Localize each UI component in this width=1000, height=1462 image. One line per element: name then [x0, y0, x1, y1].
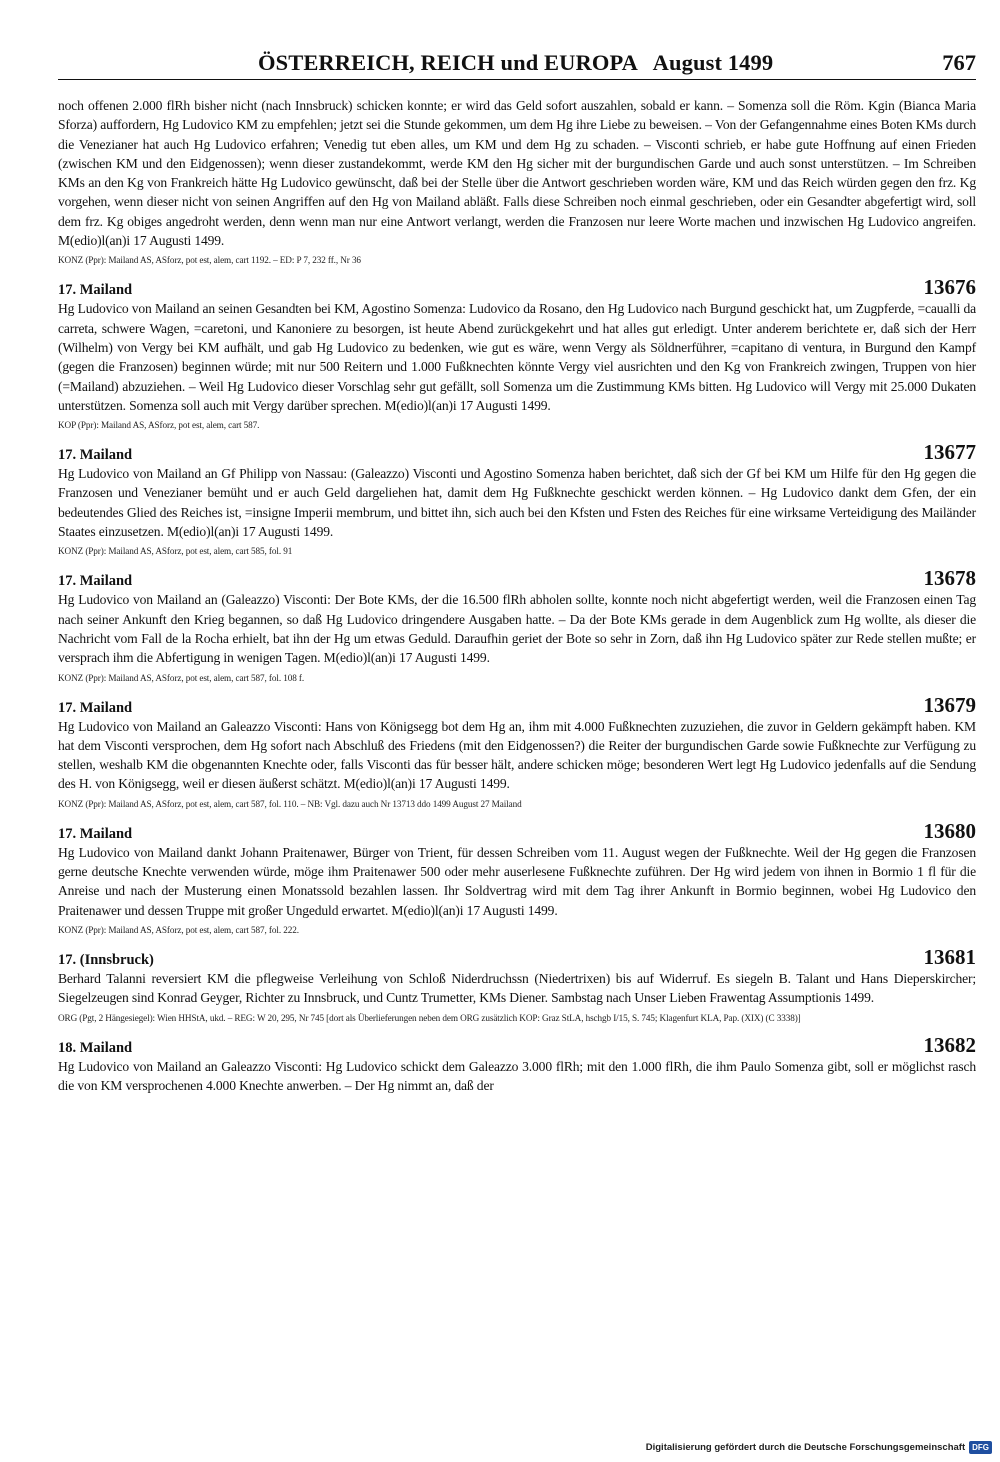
entry-heading: [58, 692, 976, 717]
entry-heading: [58, 442, 976, 464]
entry-text: Hg Ludovico von Mailand an Galeazzo Visconti: Hg Ludovico schickt dem Galeazzo 3.000 flRh; mit den 1.000 flRh, die ihm Paulo Somenza gibt, soll er möglichst rasch die von KM versprochenen 4.000 Knechte anwerben. – Der Hg nimmt an, daß der: [58, 1058, 976, 1093]
entry-date: 17. Mailand: [58, 699, 133, 716]
running-title: ÖSTERREICH, REICH und EUROPA August 1499: [258, 50, 774, 75]
entry-text: Hg Ludovico von Mailand an seinen Gesandten bei KM, Agostino Somenza: Ludovico da Rosano, den Hg Ludovico nach Burgund geschickt hat, um Zugpferde, =caualli da carreta, schwere Wagen, =caretoni, und Kanoniere zu besorgen, ist heute Abend zurückgekehrt und hat alles gut erledigt. Unter anderem berichtete er, daß sich der Herr (Wilhelm) von Vergy bei KM aufhält, und gab Hg Ludovico zu bedenken, wie gut es wäre, wenn Vergy als Söldnerführer, =capitano di ventura, in Burgund den Kampf (gegen die Franzosen) beginnen würde; mit nur 500 Reitern und 1.000 Fußknechten könnte Vergy viel ausrichten und den Kg von Frankreich zwingen, Truppen von hier (=Mailand) abzuziehen. – Weil Hg Ludovico dieser Vorschlag sehr gut gefällt, soll Somenza um die Zustimmung KMs bitten. Hg Ludovico will Vergy mit 25.000 Dukaten unterstützen. Somenza soll auch mit Vergy darüber sprechen. M(edio)l(an)i 17 Augusti 1499.: [58, 301, 976, 413]
entry-number: 13682: [923, 1032, 976, 1057]
entry-number: 13678: [923, 566, 976, 591]
entry-source-note: KONZ (Ppr): Mailand AS, ASforz, pot est, alem, cart 587, fol. 110. – NB: Vgl. dazu auch Nr 13713 ddo 1499 August 27 Mailand: [58, 798, 522, 809]
entry-number: 13676: [923, 275, 976, 300]
header-rule: [58, 79, 976, 80]
intro-source-note: KONZ (Ppr): Mailand AS, ASforz, pot est, alem, cart 1192. – ED: P 7, 232 ff., Nr 36: [58, 255, 361, 266]
entry-number: 13680: [923, 818, 976, 843]
entry-number: 13679: [923, 692, 976, 717]
entry-13678: [58, 568, 976, 684]
page-body: [58, 80, 976, 1095]
dfg-logo: DFG: [969, 1441, 992, 1454]
entry-text: Berhard Talanni reversiert KM die pflegweise Verleihung von Schloß Niderdruchssn (Niedertrixen) bis auf Widerruf. Es siegeln B. Talant und Hans Dieperskircher; Siegelzeugen sind Konrad Geyger, Richter zu Innsbruck, und Cuntz Trumetter, KMs Diener. Sambstag nach Unser Lieben Frawentag Assumptionis 1499.: [58, 970, 976, 1006]
entry-source-note: KONZ (Ppr): Mailand AS, ASforz, pot est, alem, cart 587, fol. 222.: [58, 924, 299, 935]
entry-source-note: KOP (Ppr): Mailand AS, ASforz, pot est, alem, cart 587.: [58, 420, 260, 431]
entry-13680: [58, 818, 976, 937]
entry-text: Hg Ludovico von Mailand an Gf Philipp von Nassau: (Galeazzo) Visconti und Agostino Somenza haben berichtet, daß sich der Gf bei KM um Hilfe für den Hg gegen die Franzosen und Venezianer bemüht und er auch Geld dargeliehen hat, damit dem Hg Fußknechte geschickt werden können. – Hg Ludovico dankt dem Gfen, der ein bedeutendes Glied des Reiches ist, =insigne Imperii membrum, und bittet ihn, sich auch bei den Kfsten und Fsten des Reiches für eine wirksame Verteidigung des Mailänder Staates einzusetzen. M(edio)l(an)i 17 Augusti 1499.: [58, 466, 976, 540]
document-page: [58, 50, 976, 1095]
entry-13676: [58, 277, 976, 432]
entry-heading: [58, 1032, 976, 1057]
entry-source-note: KONZ (Ppr): Mailand AS, ASforz, pot est, alem, cart 587, fol. 108 f.: [58, 672, 305, 683]
entry-number: 13677: [923, 440, 976, 465]
entry-heading: [58, 818, 976, 843]
entry-text: Hg Ludovico von Mailand an (Galeazzo) Visconti: Der Bote KMs, der die 16.500 flRh abholen sollte, konnte noch nicht abgefertigt werden, weil die Franzosen einen Tag nach seiner Ankunft den Krieg begannen, so daß Hg Ludovico dringendere Ausgaben hatte. – Da der Bote KMs gerade in dem Augenblick zum Hg wollte, als dieser die Nachricht vom Fall de la Rocha erhielt, bat ihn der Hg um etwas Geduld. Daraufhin geriet der Bote so sehr in Zorn, daß ihn Hg Ludovico später zur Rede stellen mußte; er versprach ihm die Abfertigung in wenigen Tagen. M(edio)l(an)i 17 Augusti 1499.: [58, 592, 976, 666]
entry-13682: [58, 1032, 976, 1096]
entry-13679: [58, 692, 976, 811]
page-number: 767: [942, 50, 976, 75]
entry-date: 18. Mailand: [58, 1039, 133, 1056]
entry-date: 17. Mailand: [58, 447, 133, 464]
entry-text: Hg Ludovico von Mailand an Galeazzo Visconti: Hans von Königsegg bot dem Hg an, ihm mit 4.000 Fußknechten zuzuziehen, die zuvor in Geldern gekämpft haben. KM hat dem Visconti versprochen, dem Hg sofort nach Abschluß des Friedens (mit den Eidgenossen?) die Reiter der burgundischen Garde sowie Fußknechte zur Verfügung zu stellen, weshalb KM die obgenannten Knechte oder, falls Visconti das für besser hält, andere schicken möge; besonderen Wert legt Hg Ludovico jedenfalls auf die Sendung des H. von Königsegg, weil er diesen äußerst schätzt. M(edio)l(an)i 17 Augusti 1499.: [58, 718, 976, 792]
page-header: [58, 50, 976, 80]
entry-heading: [58, 568, 976, 590]
entry-heading: [58, 277, 976, 299]
intro-paragraph: noch offenen 2.000 flRh bisher nicht (nach Innsbruck) schicken konnte; er wird das Geld sofort auszahlen, sobald er kann. – Somenza soll die Röm. Kgin (Bianca Maria Sforza) auffordern, Hg Ludovico KM zu empfehlen; jetzt sei die Stunde gekommen, um dem Hg ihre Liebe zu beweisen. – Von der Gefangennahme eines Boten KMs durch die Venezianer hat auch Hg Ludovico erfahren; Venedig tut eben alles, um KM und dem Hg zu schaden. – Visconti schrieb, er habe gute Hoffnung auf einen Frieden (zwischen KM und den Eidgenossen); wenn dieser zustandekommt, werde KM den Hg sicher mit der burgundischen Garde und auch sonst unterstützen. – Im Schreiben KMs an den Kg von Frankreich hätte Hg Ludovico gewünscht, daß bei der Stelle über die Antwort geschrieben worden wäre, KM und das Reich würden gegen den frz. Kg vorgehen, wenn dieser nicht von seinen Angriffen auf den Hg von Mailand abläßt. Falls diese Schreiben noch einmal geschrieben, oder ein Gesandter abgefertigt wird, soll dem frz. Kg obiges angedroht werden, denn wenn man nur eine Antwort verlangt, werden die Franzosen nur leere Worte machen und inzwischen Hg Ludovico angreifen. M(edio)l(an)i 17 Augusti 1499.: [58, 98, 976, 249]
digitization-footer: [646, 1441, 992, 1454]
entry-13677: [58, 442, 976, 558]
entry-date: 17. (Innsbruck): [58, 951, 154, 968]
entry-date: 17. Mailand: [58, 282, 133, 299]
entry-date: 17. Mailand: [58, 573, 133, 590]
entry-heading: [58, 944, 976, 969]
entry-number: 13681: [923, 944, 976, 969]
entry-13681: [58, 944, 976, 1025]
entry-source-note: ORG (Pgt, 2 Hängesiegel): Wien HHStA, ukd. – REG: W 20, 295, Nr 745 [dort als Überlieferungen neben dem ORG zusätzlich KOP: Graz StLA, hschgb I/15, S. 745; Klagenfurt KLA, Pap. (XIX) (C 3338)]: [58, 1012, 801, 1023]
entry-source-note: KONZ (Ppr): Mailand AS, ASforz, pot est, alem, cart 585, fol. 91: [58, 546, 293, 557]
funding-notice: Digitalisierung gefördert durch die Deutsche Forschungsgemeinschaft: [645, 1442, 966, 1453]
entry-text: Hg Ludovico von Mailand dankt Johann Praitenawer, Bürger von Trient, für dessen Schreiben vom 11. August wegen der Fußknechte. Weil der Hg gegen die Franzosen gerne deutsche Knechte verwenden würde, möge ihm Praitenawer 500 oder mehr auserlesene Fußknechte zuführen. Der Hg wird jedem von ihnen in Bormio 1 fl für die Anreise und nach der Musterung einen Monatssold bezahlen lassen. Ihr Soldvertrag wird mit dem Tag ihrer Ankunft in Bormio beginnen, wobei Hg Ludovico den Praitenawer und dessen Truppe mit großer Ungeduld erwartet. M(edio)l(an)i 17 Augusti 1499.: [58, 844, 976, 918]
entry-date: 17. Mailand: [58, 825, 133, 842]
